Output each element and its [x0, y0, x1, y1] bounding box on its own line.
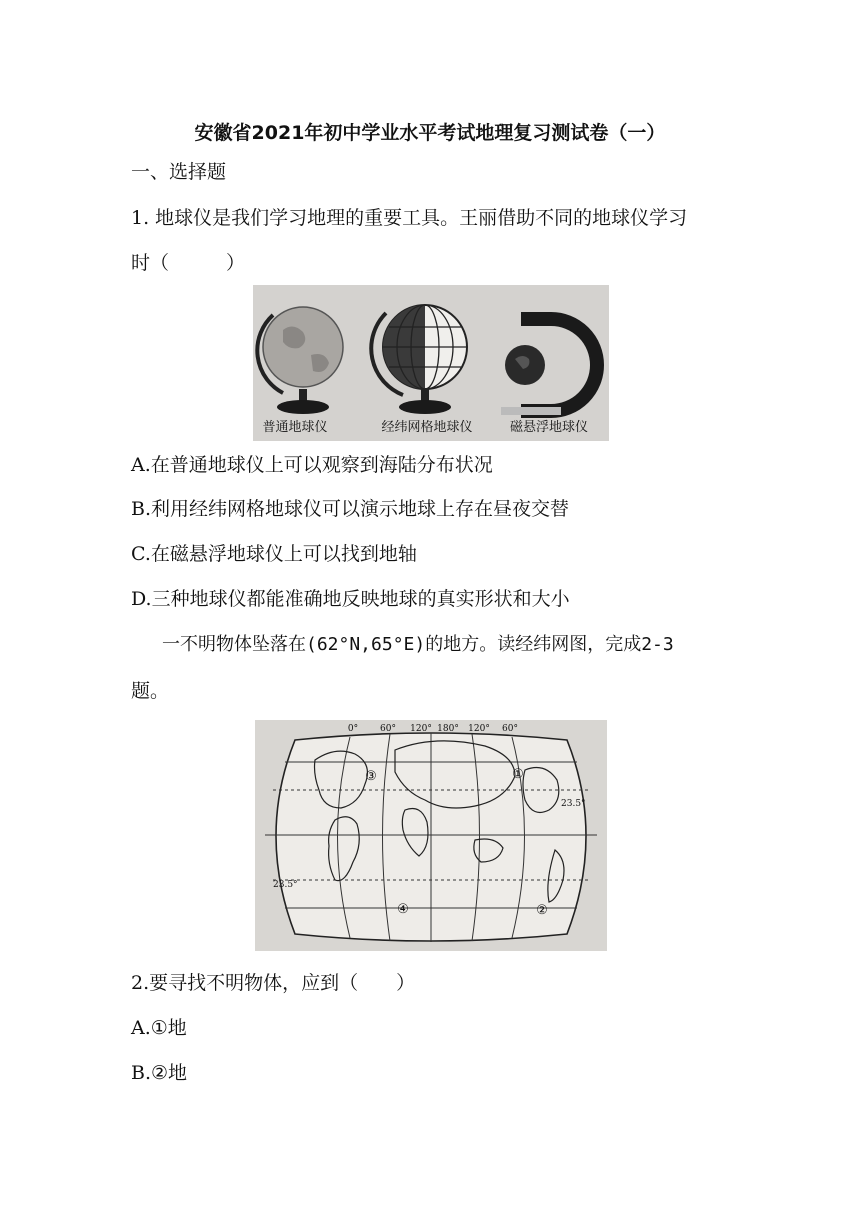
q1-stem-line2: 时（ ）	[131, 252, 246, 274]
q2-stem: 2.要寻找不明物体，应到（ ）	[131, 972, 416, 994]
globe-label-1: 普通地球仪	[262, 420, 328, 435]
marker-3: ③	[365, 769, 377, 784]
marker-1: ①	[512, 767, 524, 782]
q1-stem-line1: 1. 地球仪是我们学习地理的重要工具。王丽借助不同的地球仪学习	[131, 207, 688, 229]
marker-4: ④	[397, 902, 409, 917]
passage-line1: 一不明物体坠落在(62°N,65°E)的地方。读经纬网图，完成2-3	[162, 634, 674, 655]
q2-option-a: A.①地	[131, 1017, 187, 1039]
passage-line2: 题。	[131, 680, 170, 702]
map-label-60w: 60°	[380, 724, 396, 734]
globes-figure	[253, 285, 609, 441]
map-label-180: 180°	[437, 724, 459, 734]
map-label-0: 0°	[347, 724, 359, 734]
map-tropic-label-right: 23.5°	[561, 799, 586, 809]
globe-label-3: 磁悬浮地球仪	[509, 420, 589, 435]
section-heading: 一、选择题	[131, 161, 227, 183]
world-map-figure	[255, 720, 607, 951]
q1-option-a: A.在普通地球仪上可以观察到海陆分布状况	[131, 454, 493, 476]
map-label-60e: 60°	[502, 724, 518, 734]
page-title: 安徽省2021年初中学业水平考试地理复习测试卷（一）	[194, 122, 666, 144]
map-tropic-label-left: 23.5°	[273, 880, 298, 890]
q1-option-d: D.三种地球仪都能准确地反映地球的真实形状和大小	[131, 588, 570, 610]
globe-label-2: 经纬网格地球仪	[381, 420, 473, 435]
q1-option-b: B.利用经纬网格地球仪可以演示地球上存在昼夜交替	[131, 498, 570, 520]
q1-option-c: C.在磁悬浮地球仪上可以找到地轴	[131, 543, 417, 565]
q2-option-b: B.②地	[131, 1062, 188, 1084]
map-label-120e: 120°	[410, 724, 432, 734]
map-label-120w: 120°	[468, 724, 490, 734]
marker-2: ②	[536, 903, 548, 918]
